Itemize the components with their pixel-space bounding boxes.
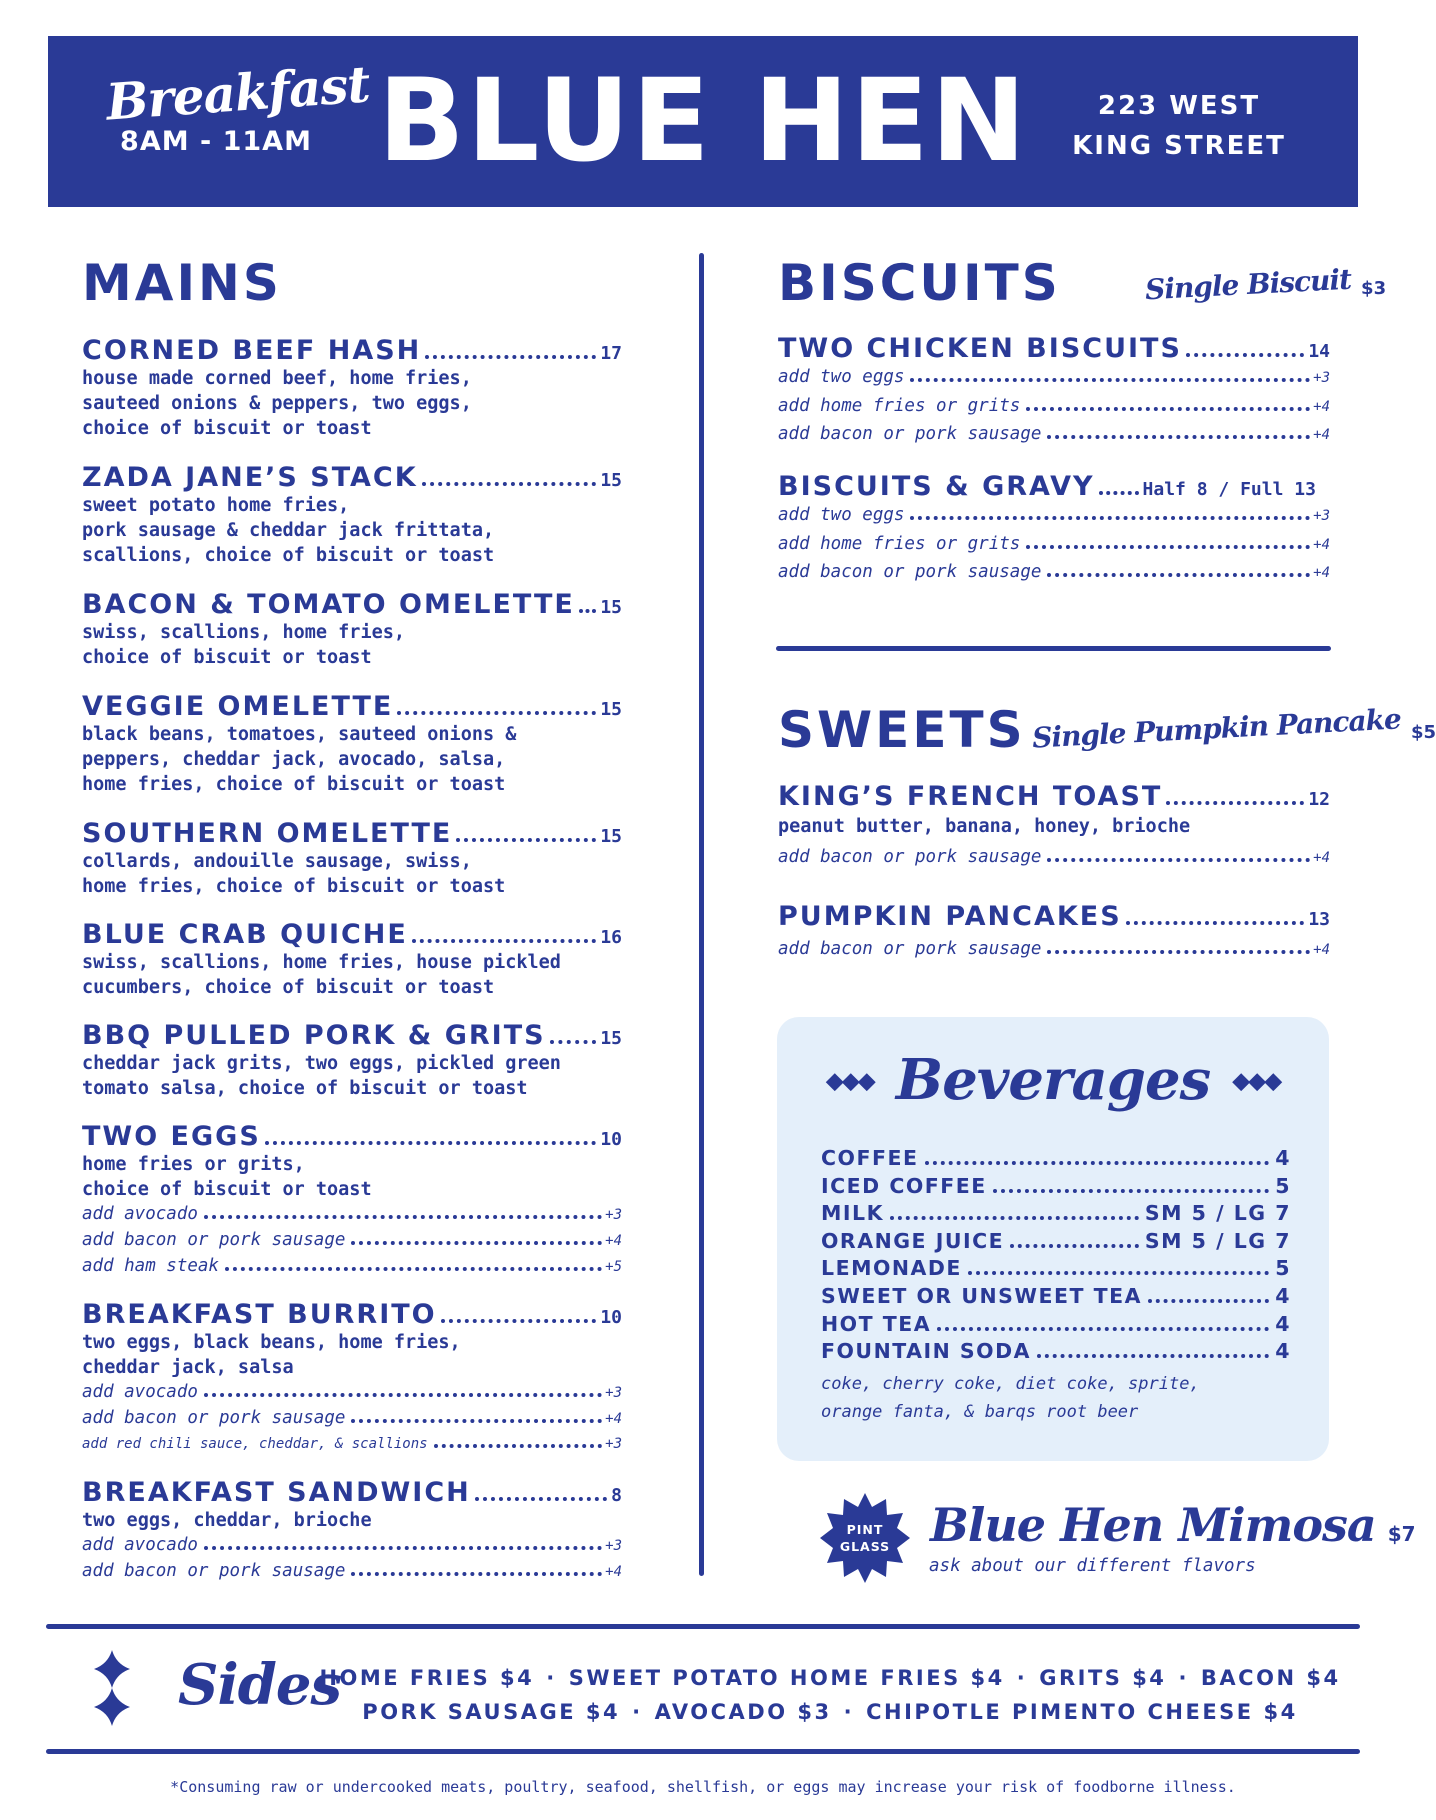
item-description: black beans, tomatoes, sauteed onions & xyxy=(82,724,517,745)
mimosa-heading xyxy=(930,1498,1416,1552)
sides-top-rule xyxy=(46,1624,1360,1629)
dot-leader xyxy=(225,1267,602,1271)
addon-row xyxy=(778,842,1330,873)
item-description: home fries or grits, xyxy=(82,1154,305,1175)
beverage-price: 4 xyxy=(1275,1146,1291,1170)
address-block xyxy=(1064,86,1294,166)
item-description: sweet potato home fries, xyxy=(82,495,350,516)
sides-line-2 xyxy=(300,1695,1360,1729)
beverage-name: LEMONADE xyxy=(821,1256,962,1281)
separator: · xyxy=(843,1700,855,1724)
item-name: BBQ PULLED PORK & GRITS xyxy=(82,1020,546,1051)
addon-label: add avocado xyxy=(82,1535,198,1555)
dot-leader xyxy=(1047,950,1310,954)
beverage-name: SWEET OR UNSWEET TEA xyxy=(821,1283,1143,1308)
item-price: 15 xyxy=(600,470,622,491)
item-description: home fries, choice of biscuit or toast xyxy=(82,876,506,897)
addon-row xyxy=(82,1533,622,1559)
beverages-list xyxy=(821,1145,1291,1426)
dot-leader xyxy=(1047,858,1310,862)
dot-leader xyxy=(422,482,597,486)
item-name: TWO EGGS xyxy=(82,1121,261,1152)
beverage-name: MILK xyxy=(821,1201,884,1226)
single-biscuit-price: $3 xyxy=(1361,278,1387,299)
dot-leader xyxy=(1186,353,1304,357)
dot-leader xyxy=(1026,545,1310,549)
beverage-row xyxy=(821,1145,1291,1173)
addon-price: +4 xyxy=(605,1564,622,1580)
beverage-price: SM 5 / LG 7 xyxy=(1144,1201,1291,1226)
dot-leader xyxy=(351,1241,602,1245)
addon-price: +4 xyxy=(605,1411,622,1427)
addon-price: +4 xyxy=(1313,427,1330,443)
addon-label: add home fries or grits xyxy=(778,395,1021,416)
diamonds-icon: ◆◆◆ xyxy=(825,1062,874,1098)
badge-text xyxy=(820,1521,910,1555)
addon-price: +3 xyxy=(605,1385,622,1401)
beverage-row xyxy=(821,1338,1291,1366)
item-price: 12 xyxy=(1308,789,1330,810)
item-price: 15 xyxy=(600,826,622,847)
addon-label: add avocado xyxy=(82,1204,198,1224)
mains-title: MAINS xyxy=(82,254,282,312)
item-name: VEGGIE OMELETTE xyxy=(82,691,394,722)
beverage-name: COFFEE xyxy=(821,1146,919,1170)
mimosa-title: Blue Hen Mimosa xyxy=(930,1498,1376,1552)
single-biscuit-note xyxy=(1144,262,1387,307)
breakfast-script-title: Breakfast xyxy=(104,54,372,132)
badge-line-2: GLASS xyxy=(839,1539,891,1554)
beverage-name: HOT TEA xyxy=(821,1311,932,1336)
beverage-name: ICED COFFEE xyxy=(821,1173,987,1198)
sides-line-1 xyxy=(300,1661,1360,1695)
mimosa-subtitle: ask about our different flavors xyxy=(929,1556,1256,1576)
separator: · xyxy=(546,1666,557,1690)
addon-price: +5 xyxy=(605,1259,622,1275)
menu-item xyxy=(82,462,622,568)
item-description: house made corned beef, home fries, xyxy=(82,368,472,389)
sides-list xyxy=(300,1661,1360,1729)
beverage-row xyxy=(821,1228,1291,1256)
addon-price: +3 xyxy=(605,1207,622,1223)
addon-row xyxy=(82,1254,622,1280)
item-price: 15 xyxy=(600,1028,622,1049)
item-description: pork sausage & cheddar jack frittata, xyxy=(82,520,495,541)
addon-row xyxy=(82,1406,622,1432)
item-name: BISCUITS & GRAVY xyxy=(778,471,1095,502)
single-biscuit-label: Single Biscuit xyxy=(1144,262,1352,307)
beverage-price: 4 xyxy=(1275,1339,1291,1364)
item-price: 13 xyxy=(1308,909,1330,930)
addon-price: +4 xyxy=(1313,536,1330,553)
addon-price: +4 xyxy=(1313,942,1330,958)
beverage-row xyxy=(821,1283,1291,1311)
item-price: Half 8 / Full 13 xyxy=(1142,479,1316,500)
addon-row xyxy=(778,531,1330,560)
addon-row xyxy=(778,421,1330,450)
item-name: BREAKFAST SANDWICH xyxy=(82,1477,471,1508)
diamonds-icon xyxy=(92,1650,132,1726)
menu-item xyxy=(82,1121,622,1280)
sides-bottom-rule xyxy=(46,1749,1360,1754)
item-description: swiss, scallions, home fries, xyxy=(82,622,406,643)
beverage-price: 4 xyxy=(1275,1311,1291,1336)
beverage-row xyxy=(821,1173,1291,1201)
diamonds-icon: ◆◆◆ xyxy=(1232,1062,1281,1098)
dot-leader xyxy=(1037,1354,1269,1358)
menu-item xyxy=(778,333,1330,450)
item-description: choice of biscuit or toast xyxy=(82,418,372,439)
single-pancake-price: $5 xyxy=(1410,722,1436,743)
item-name: KING’S FRENCH TOAST xyxy=(778,781,1163,812)
item-description: cheddar jack, salsa xyxy=(82,1357,294,1378)
addon-row xyxy=(82,1202,622,1228)
beverages-heading xyxy=(777,1047,1329,1113)
biscuits-title: BISCUITS xyxy=(778,254,1061,312)
addon-label: add bacon or pork sausage xyxy=(82,1230,346,1250)
addon-label: add bacon or pork sausage xyxy=(778,562,1042,582)
dot-leader xyxy=(937,1327,1269,1331)
dot-leader xyxy=(550,1040,597,1044)
item-name: CORNED BEEF HASH xyxy=(82,335,422,366)
column-divider xyxy=(699,253,704,1576)
item-price: 8 xyxy=(611,1485,622,1506)
separator: · xyxy=(1016,1666,1028,1690)
item-name: ZADA JANE’S STACK xyxy=(82,462,418,493)
beverage-price: SM 5 / LG 7 xyxy=(1144,1228,1291,1253)
addon-row xyxy=(778,393,1330,422)
mimosa-price: $7 xyxy=(1387,1522,1416,1546)
item-price: 16 xyxy=(600,927,622,948)
dot-leader xyxy=(456,838,596,842)
menu-item xyxy=(778,471,1330,588)
item-description: two eggs, black beans, home fries, xyxy=(82,1332,461,1353)
addon-row xyxy=(778,932,1330,967)
section-divider xyxy=(776,646,1331,651)
beverage-price: 5 xyxy=(1275,1173,1291,1198)
addon-label: add avocado xyxy=(82,1382,198,1402)
dot-leader xyxy=(1026,407,1310,411)
side-item: CHIPOTLE PIMENTO CHEESE $4 xyxy=(866,1700,1298,1724)
item-name: SOUTHERN OMELETTE xyxy=(82,818,453,849)
menu-header xyxy=(48,36,1358,207)
side-item: SWEET POTATO HOME FRIES $4 xyxy=(568,1666,1005,1690)
item-description: collards, andouille sausage, swiss, xyxy=(82,851,472,872)
addon-label: add red chili sauce, cheddar, & scallions xyxy=(82,1436,428,1452)
pint-glass-badge xyxy=(820,1493,910,1583)
dot-leader xyxy=(265,1141,597,1145)
item-name: TWO CHICKEN BISCUITS xyxy=(778,333,1182,364)
dot-leader xyxy=(434,1444,603,1448)
item-price: 17 xyxy=(600,343,622,364)
item-price: 15 xyxy=(600,699,622,720)
single-pancake-label: Single Pumpkin Pancake xyxy=(1031,702,1402,755)
item-description: sauteed onions & peppers, two eggs, xyxy=(82,393,472,414)
dot-leader xyxy=(1047,435,1310,439)
address-line-2: KING STREET xyxy=(1072,131,1286,161)
dot-leader xyxy=(351,1572,602,1576)
dot-leader xyxy=(1010,1244,1139,1248)
single-pancake-note xyxy=(1031,702,1436,755)
soda-options-note xyxy=(821,1370,1291,1426)
menu-item xyxy=(82,335,622,441)
dot-leader xyxy=(993,1189,1269,1193)
dot-leader xyxy=(1166,801,1304,805)
addon-row xyxy=(778,364,1330,393)
addon-price: +4 xyxy=(1313,565,1330,581)
addon-price: +3 xyxy=(1313,370,1330,386)
addon-label: add two eggs xyxy=(778,505,905,525)
badge-line-1: PINT xyxy=(846,1522,884,1537)
beverage-name: ORANGE JUICE xyxy=(821,1228,1005,1253)
item-description: peppers, cheddar jack, avocado, salsa, xyxy=(82,749,506,770)
item-description: tomato salsa, choice of biscuit or toast xyxy=(82,1078,528,1099)
addon-row xyxy=(82,1380,622,1406)
item-price: 14 xyxy=(1308,341,1330,362)
addon-label: add bacon or pork sausage xyxy=(82,1561,346,1581)
item-description: choice of biscuit or toast xyxy=(82,647,372,668)
beverages-panel xyxy=(777,1017,1329,1461)
dot-leader xyxy=(968,1271,1269,1275)
soda-options-line-1: coke, cherry coke, diet coke, sprite, xyxy=(821,1373,1200,1394)
addon-label: add ham steak xyxy=(82,1256,219,1276)
item-description: home fries, choice of biscuit or toast xyxy=(82,774,506,795)
food-safety-disclaimer: *Consuming raw or undercooked meats, poultry, seafood, shellfish, or eggs may increase your risk of foodborne illness. xyxy=(170,1778,1236,1796)
dot-leader xyxy=(910,378,1310,382)
menu-item xyxy=(82,691,622,797)
menu-item xyxy=(778,901,1330,967)
item-description: peanut butter, banana, honey, brioche xyxy=(778,816,1191,837)
dot-leader xyxy=(425,355,596,359)
menu-item xyxy=(82,919,622,1000)
addon-label: add bacon or pork sausage xyxy=(778,847,1042,867)
addon-price: +3 xyxy=(1313,508,1330,524)
dot-leader xyxy=(204,1393,602,1397)
beverage-row xyxy=(821,1311,1291,1339)
item-name: BACON & TOMATO OMELETTE xyxy=(82,589,575,620)
menu-item xyxy=(778,781,1330,873)
menu-item xyxy=(82,818,622,899)
side-item: AVOCADO $3 xyxy=(654,1700,832,1724)
beverage-row xyxy=(821,1255,1291,1283)
dot-leader xyxy=(1148,1299,1269,1303)
item-description: choice of biscuit or toast xyxy=(82,1179,372,1200)
addon-row xyxy=(82,1559,622,1585)
beverage-price: 4 xyxy=(1275,1283,1291,1308)
item-description: swiss, scallions, home fries, house pickled xyxy=(82,952,561,973)
dot-leader xyxy=(910,516,1310,520)
soda-options-line-2: orange fanta, & barqs root beer xyxy=(821,1401,1139,1422)
addon-row xyxy=(778,559,1330,588)
item-price: 10 xyxy=(600,1129,622,1150)
address-line-1: 223 WEST xyxy=(1097,91,1261,121)
dot-leader xyxy=(412,939,596,943)
addon-row xyxy=(778,502,1330,531)
separator: · xyxy=(1178,1666,1189,1690)
dot-leader xyxy=(475,1497,607,1501)
side-item: HOME FRIES $4 xyxy=(319,1666,535,1690)
dot-leader xyxy=(204,1215,602,1219)
dot-leader xyxy=(1126,921,1305,925)
dot-leader xyxy=(1047,573,1310,577)
addon-row xyxy=(82,1432,622,1457)
restaurant-title: BLUE HEN xyxy=(377,54,1029,187)
addon-label: add bacon or pork sausage xyxy=(778,424,1042,444)
side-item: PORK SAUSAGE $4 xyxy=(362,1700,621,1724)
side-item: BACON $4 xyxy=(1200,1666,1341,1690)
separator: · xyxy=(632,1700,643,1724)
item-description: two eggs, cheddar, brioche xyxy=(82,1510,372,1531)
item-price: 10 xyxy=(600,1307,622,1328)
sweets-title: SWEETS xyxy=(778,701,1026,759)
breakfast-hours: 8AM - 11AM xyxy=(120,126,312,157)
item-description: cheddar jack grits, two eggs, pickled green xyxy=(82,1053,561,1074)
dot-leader xyxy=(351,1419,602,1423)
addon-label: add bacon or pork sausage xyxy=(82,1408,346,1428)
addon-label: add home fries or grits xyxy=(778,533,1021,554)
item-description: scallions, choice of biscuit or toast xyxy=(82,545,495,566)
beverages-title: Beverages xyxy=(895,1047,1211,1113)
dot-leader xyxy=(441,1319,597,1323)
side-item: GRITS $4 xyxy=(1039,1666,1167,1690)
item-description: cucumbers, choice of biscuit or toast xyxy=(82,977,495,998)
sides-title: Sides xyxy=(178,1652,342,1718)
dot-leader xyxy=(925,1161,1270,1165)
beverage-name: FOUNTAIN SODA xyxy=(821,1339,1031,1364)
addon-price: +4 xyxy=(1313,398,1330,415)
menu-item xyxy=(82,1477,622,1585)
dot-leader xyxy=(397,711,596,715)
menu-item xyxy=(82,589,622,670)
beverage-price: 5 xyxy=(1275,1256,1291,1281)
addon-price: +3 xyxy=(605,1538,622,1554)
menu-item xyxy=(82,1299,622,1457)
dot-leader xyxy=(204,1546,602,1550)
addon-price: +4 xyxy=(1313,850,1330,866)
item-name: BREAKFAST BURRITO xyxy=(82,1299,437,1330)
menu-item xyxy=(82,1020,622,1101)
dot-leader xyxy=(1099,491,1139,495)
dot-leader xyxy=(890,1216,1139,1220)
addon-row xyxy=(82,1228,622,1254)
item-price: 15 xyxy=(600,597,622,618)
item-name: BLUE CRAB QUICHE xyxy=(82,919,408,950)
addon-price: +4 xyxy=(605,1233,622,1249)
item-name: PUMPKIN PANCAKES xyxy=(778,901,1122,932)
addon-price: +3 xyxy=(605,1436,622,1452)
addon-label: add bacon or pork sausage xyxy=(778,939,1042,959)
beverage-row xyxy=(821,1200,1291,1228)
addon-label: add two eggs xyxy=(778,367,905,387)
dot-leader xyxy=(579,609,597,613)
